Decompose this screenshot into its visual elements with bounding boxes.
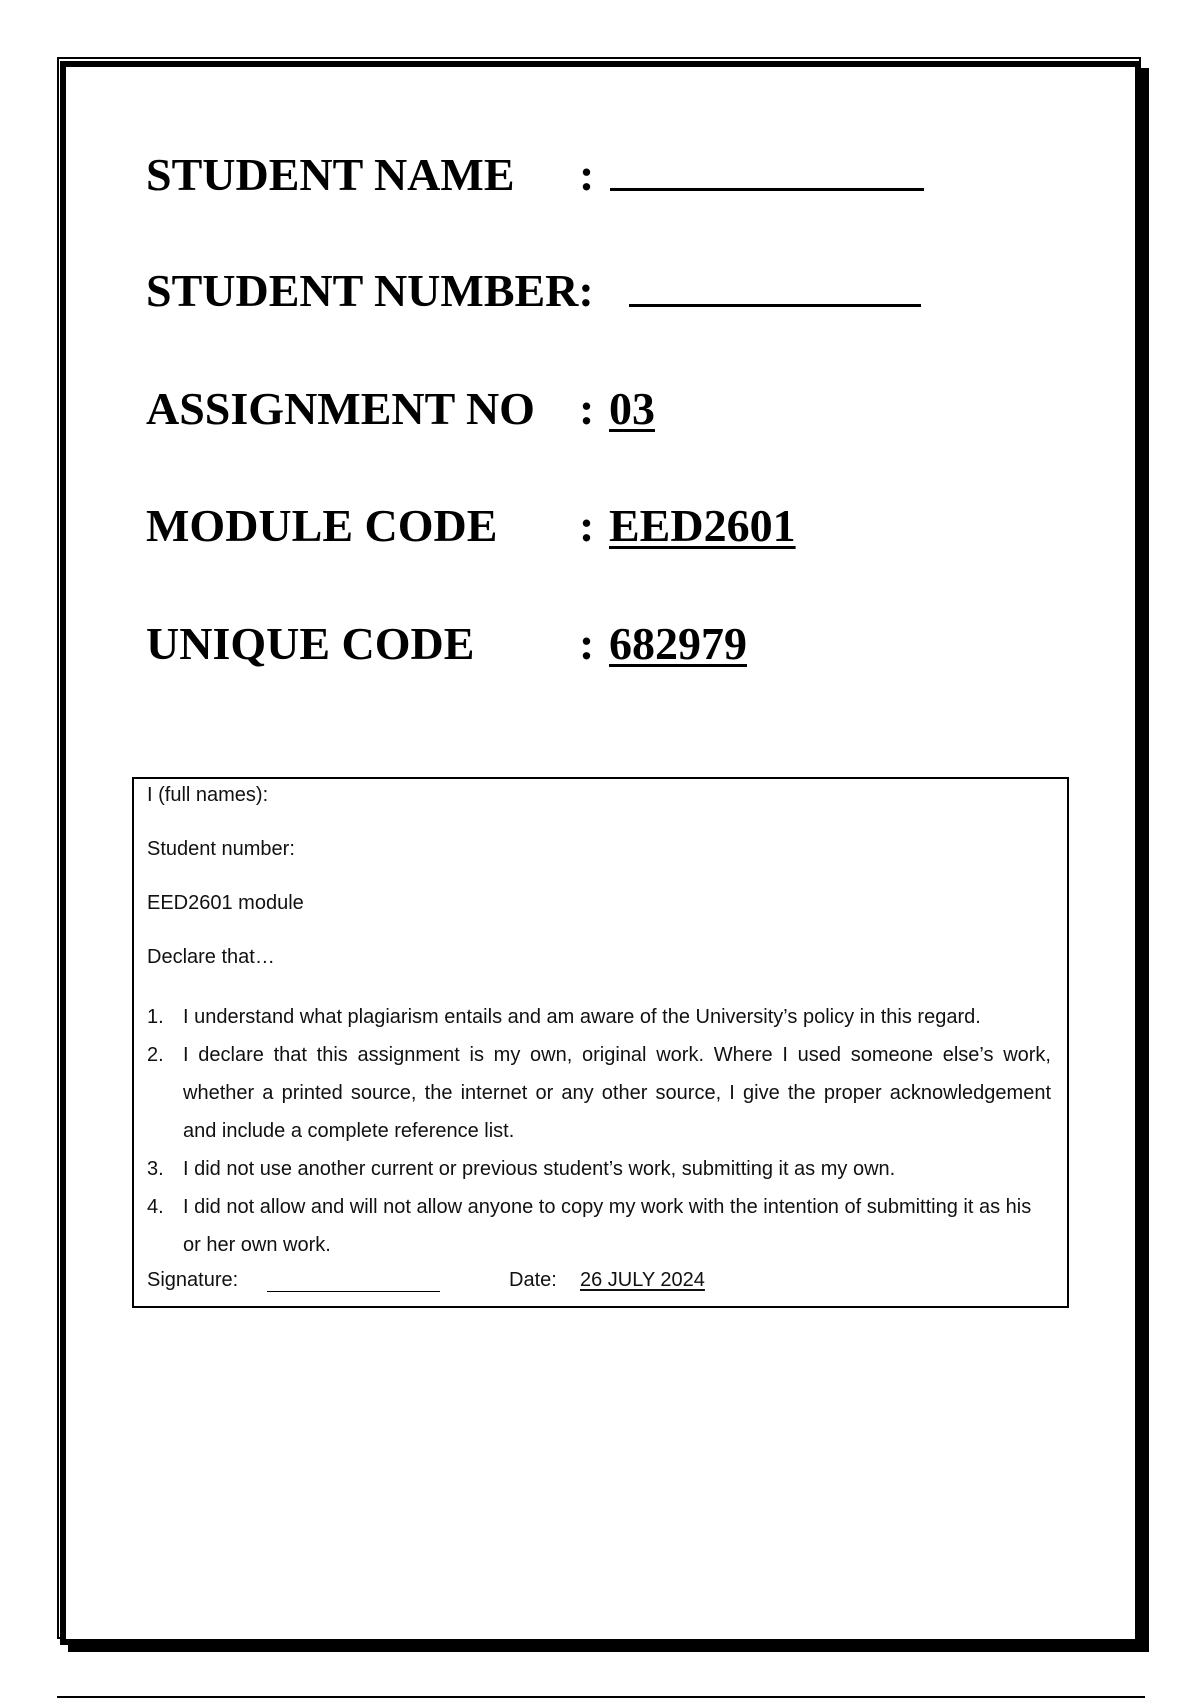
declaration-item [147, 1188, 1051, 1264]
declaration-item-text: I declare that this assignment is my own, original work. Where I used someone else’s work, whether a printed source, the internet or any other source, I give the proper acknowledgement and include a complete reference list. [183, 1044, 1051, 1142]
declaration-item-text: I did not allow and will not allow anyone to copy my work with the intention of submitting it as his or her own work. [183, 1196, 1032, 1256]
assignment-value: 03 [609, 383, 655, 434]
declaration-box [132, 777, 1069, 1308]
student-number-label: STUDENT NUMBER: [146, 265, 594, 316]
student-name-colon: : [579, 149, 595, 200]
module-code-value: EED2601 [609, 500, 796, 551]
student-number-field [146, 265, 594, 316]
declaration-item-text: I understand what plagiarism entails and am aware of the University’s policy in this regard. [183, 1006, 981, 1028]
assignment-field [146, 383, 655, 434]
module-line: EED2601 module [147, 892, 304, 914]
declaration-item-number: 3. [147, 1158, 164, 1180]
declaration-item [147, 1036, 1051, 1150]
student-name-blank [610, 188, 924, 191]
declaration-item [147, 998, 1051, 1036]
student-name-field [146, 149, 595, 200]
student-name-label: STUDENT NAME [146, 149, 515, 200]
declaration-item-number: 4. [147, 1196, 164, 1218]
declaration-item [147, 1150, 1051, 1188]
declaration-item-text: I did not use another current or previous student’s work, submitting it as my own. [183, 1158, 896, 1180]
date-value: 26 JULY 2024 [580, 1269, 705, 1291]
declaration-item-number: 2. [147, 1044, 164, 1066]
student-number-blank [629, 304, 921, 307]
signature-label: Signature: [147, 1269, 239, 1291]
declare-line: Declare that… [147, 946, 275, 968]
unique-code-colon: : [579, 618, 595, 669]
module-code-label: MODULE CODE [146, 500, 498, 551]
bottom-rule [57, 1696, 1145, 1698]
declaration-item-number: 1. [147, 1006, 164, 1028]
student-number-line: Student number: [147, 838, 295, 860]
assignment-colon: : [579, 383, 595, 434]
date-label: Date: [509, 1269, 557, 1291]
module-code-colon: : [579, 500, 595, 551]
assignment-label: ASSIGNMENT NO [146, 383, 535, 434]
unique-code-field [146, 618, 747, 669]
declaration-list [147, 998, 1051, 1264]
module-code-field [146, 500, 796, 551]
full-names-line: I (full names): [147, 784, 269, 806]
signature-blank [267, 1291, 440, 1292]
unique-code-value: 682979 [609, 618, 747, 669]
unique-code-label: UNIQUE CODE [146, 618, 475, 669]
